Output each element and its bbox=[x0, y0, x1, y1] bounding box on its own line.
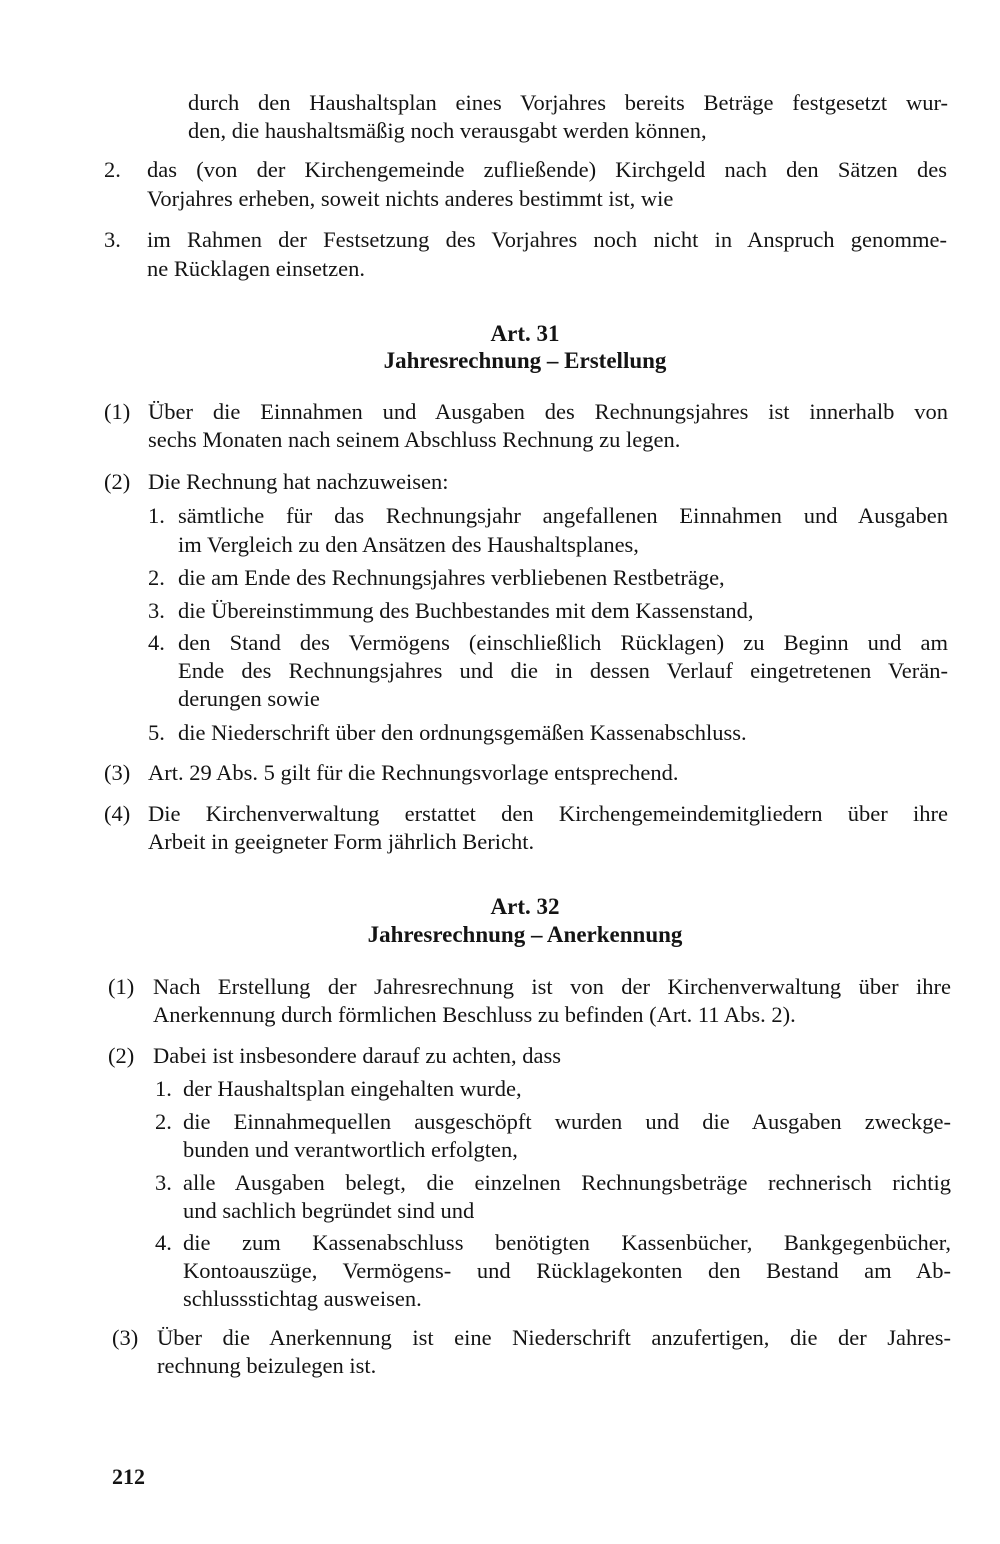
art-31-p1-line-2: sechs Monaten nach seinem Abschluss Rechnung zu legen. bbox=[148, 427, 681, 452]
art-32-p3-line-2: rechnung beizulegen ist. bbox=[157, 1353, 377, 1378]
art-31-p2-item-4-number: 4. bbox=[148, 630, 165, 655]
art-32-p2-item-3-line-2: und sachlich begründet sind und bbox=[183, 1198, 475, 1223]
art-31-title: Jahresrechnung – Erstellung bbox=[383, 348, 667, 373]
art-32-p2-item-3-line-1: alle Ausgaben belegt, die einzelnen Rechnungsbeträge rechnerisch richtig bbox=[183, 1170, 951, 1195]
intro-item-3-number: 3. bbox=[104, 227, 121, 252]
art-32-p2-item-2-line-2: bunden und verantwortlich erfolgten, bbox=[183, 1137, 518, 1162]
art-31-p2-line-1: Die Rechnung hat nachzuweisen: bbox=[148, 469, 449, 494]
art-32-p2-item-4-number: 4. bbox=[155, 1230, 172, 1255]
art-31-p2-item-4-line-3: derungen sowie bbox=[178, 686, 320, 711]
art-32-p2-item-4-line-1: die zum Kassenabschluss benötigten Kassenbücher, Bankgegenbücher, bbox=[183, 1230, 951, 1255]
art-31-p2-item-3-number: 3. bbox=[148, 598, 165, 623]
intro-item-2-line-2: Vorjahres erheben, soweit nichts anderes bestimmt ist, wie bbox=[147, 186, 674, 211]
art-31-p1-line-1: Über die Einnahmen und Ausgaben des Rechnungsjahres ist innerhalb von bbox=[148, 399, 948, 424]
art-32-p2-item-2-number: 2. bbox=[155, 1109, 172, 1134]
art-31-p4-line-2: Arbeit in geeigneter Form jährlich Bericht. bbox=[148, 829, 535, 854]
art-32-p2-item-4-line-3: schlussstichtag ausweisen. bbox=[183, 1286, 422, 1311]
art-31-p2-item-4-line-1: den Stand des Vermögens (einschließlich Rücklagen) zu Beginn und am bbox=[178, 630, 948, 655]
art-31-p2-item-3-line-1: die Übereinstimmung des Buchbestandes mit dem Kassenstand, bbox=[178, 598, 754, 623]
intro-item-2-line-1: das (von der Kirchengemeinde zufließende) Kirchgeld nach den Sätzen des bbox=[147, 157, 947, 182]
art-31-p2-item-5-line-1: die Niederschrift über den ordnungsgemäßen Kassenabschluss. bbox=[178, 720, 747, 745]
art-31-p4-line-1: Die Kirchenverwaltung erstattet den Kirchengemeindemitgliedern über ihre bbox=[148, 801, 948, 826]
art-31-p2-item-4-line-2: Ende des Rechnungsjahres und die in dessen Verlauf eingetretenen Verän- bbox=[178, 658, 948, 683]
art-31-p2-item-1-number: 1. bbox=[148, 503, 165, 528]
art-31-p2-item-1-line-1: sämtliche für das Rechnungsjahr angefallenen Einnahmen und Ausgaben bbox=[178, 503, 948, 528]
art-32-p1-number: (1) bbox=[108, 974, 135, 999]
art-32-p2-item-1-number: 1. bbox=[155, 1076, 172, 1101]
art-32-p2-item-1-line-1: der Haushaltsplan eingehalten wurde, bbox=[183, 1076, 522, 1101]
art-32-p1-line-2: Anerkennung durch förmlichen Beschluss zu befinden (Art. 11 Abs. 2). bbox=[153, 1002, 796, 1027]
intro-item-3-line-1: im Rahmen der Festsetzung des Vorjahres noch nicht in Anspruch genomme- bbox=[147, 227, 947, 252]
intro-line-1: durch den Haushaltsplan eines Vorjahres bereits Beträge festgesetzt wur- bbox=[188, 90, 948, 115]
art-31-p2-number: (2) bbox=[104, 469, 131, 494]
art-31-p2-item-5-number: 5. bbox=[148, 720, 165, 745]
art-31-p3-line-1: Art. 29 Abs. 5 gilt für die Rechnungsvorlage entsprechend. bbox=[148, 760, 679, 785]
intro-item-3-line-2: ne Rücklagen einsetzen. bbox=[147, 256, 366, 281]
art-31-p4-number: (4) bbox=[104, 801, 131, 826]
art-32-p3-line-1: Über die Anerkennung ist eine Niederschrift anzufertigen, die der Jahres- bbox=[157, 1325, 951, 1350]
intro-line-2: den, die haushaltsmäßig noch verausgabt werden können, bbox=[188, 118, 707, 143]
art-32-p2-item-4-line-2: Kontoauszüge, Vermögens- und Rücklagekonten den Bestand am Ab- bbox=[183, 1258, 951, 1283]
art-32-title: Jahresrechnung – Anerkennung bbox=[367, 922, 683, 947]
art-32-p2-line-1: Dabei ist insbesondere darauf zu achten, dass bbox=[153, 1043, 561, 1068]
art-31-number: Art. 31 bbox=[490, 321, 560, 346]
art-32-p1-line-1: Nach Erstellung der Jahresrechnung ist von der Kirchenverwaltung über ihre bbox=[153, 974, 951, 999]
art-32-number: Art. 32 bbox=[490, 894, 560, 919]
art-31-p2-item-2-number: 2. bbox=[148, 565, 165, 590]
art-31-p1-number: (1) bbox=[104, 399, 131, 424]
art-32-p2-item-3-number: 3. bbox=[155, 1170, 172, 1195]
page-number: 212 bbox=[112, 1464, 145, 1489]
art-32-p2-item-2-line-1: die Einnahmequellen ausgeschöpft wurden und die Ausgaben zweckge- bbox=[183, 1109, 951, 1134]
art-32-p2-number: (2) bbox=[108, 1043, 135, 1068]
art-32-p3-number: (3) bbox=[112, 1325, 139, 1350]
art-31-p2-item-2-line-1: die am Ende des Rechnungsjahres verbliebenen Restbeträge, bbox=[178, 565, 725, 590]
art-31-p2-item-1-line-2: im Vergleich zu den Ansätzen des Haushaltsplanes, bbox=[178, 532, 639, 557]
intro-item-2-number: 2. bbox=[104, 157, 121, 182]
art-31-p3-number: (3) bbox=[104, 760, 131, 785]
